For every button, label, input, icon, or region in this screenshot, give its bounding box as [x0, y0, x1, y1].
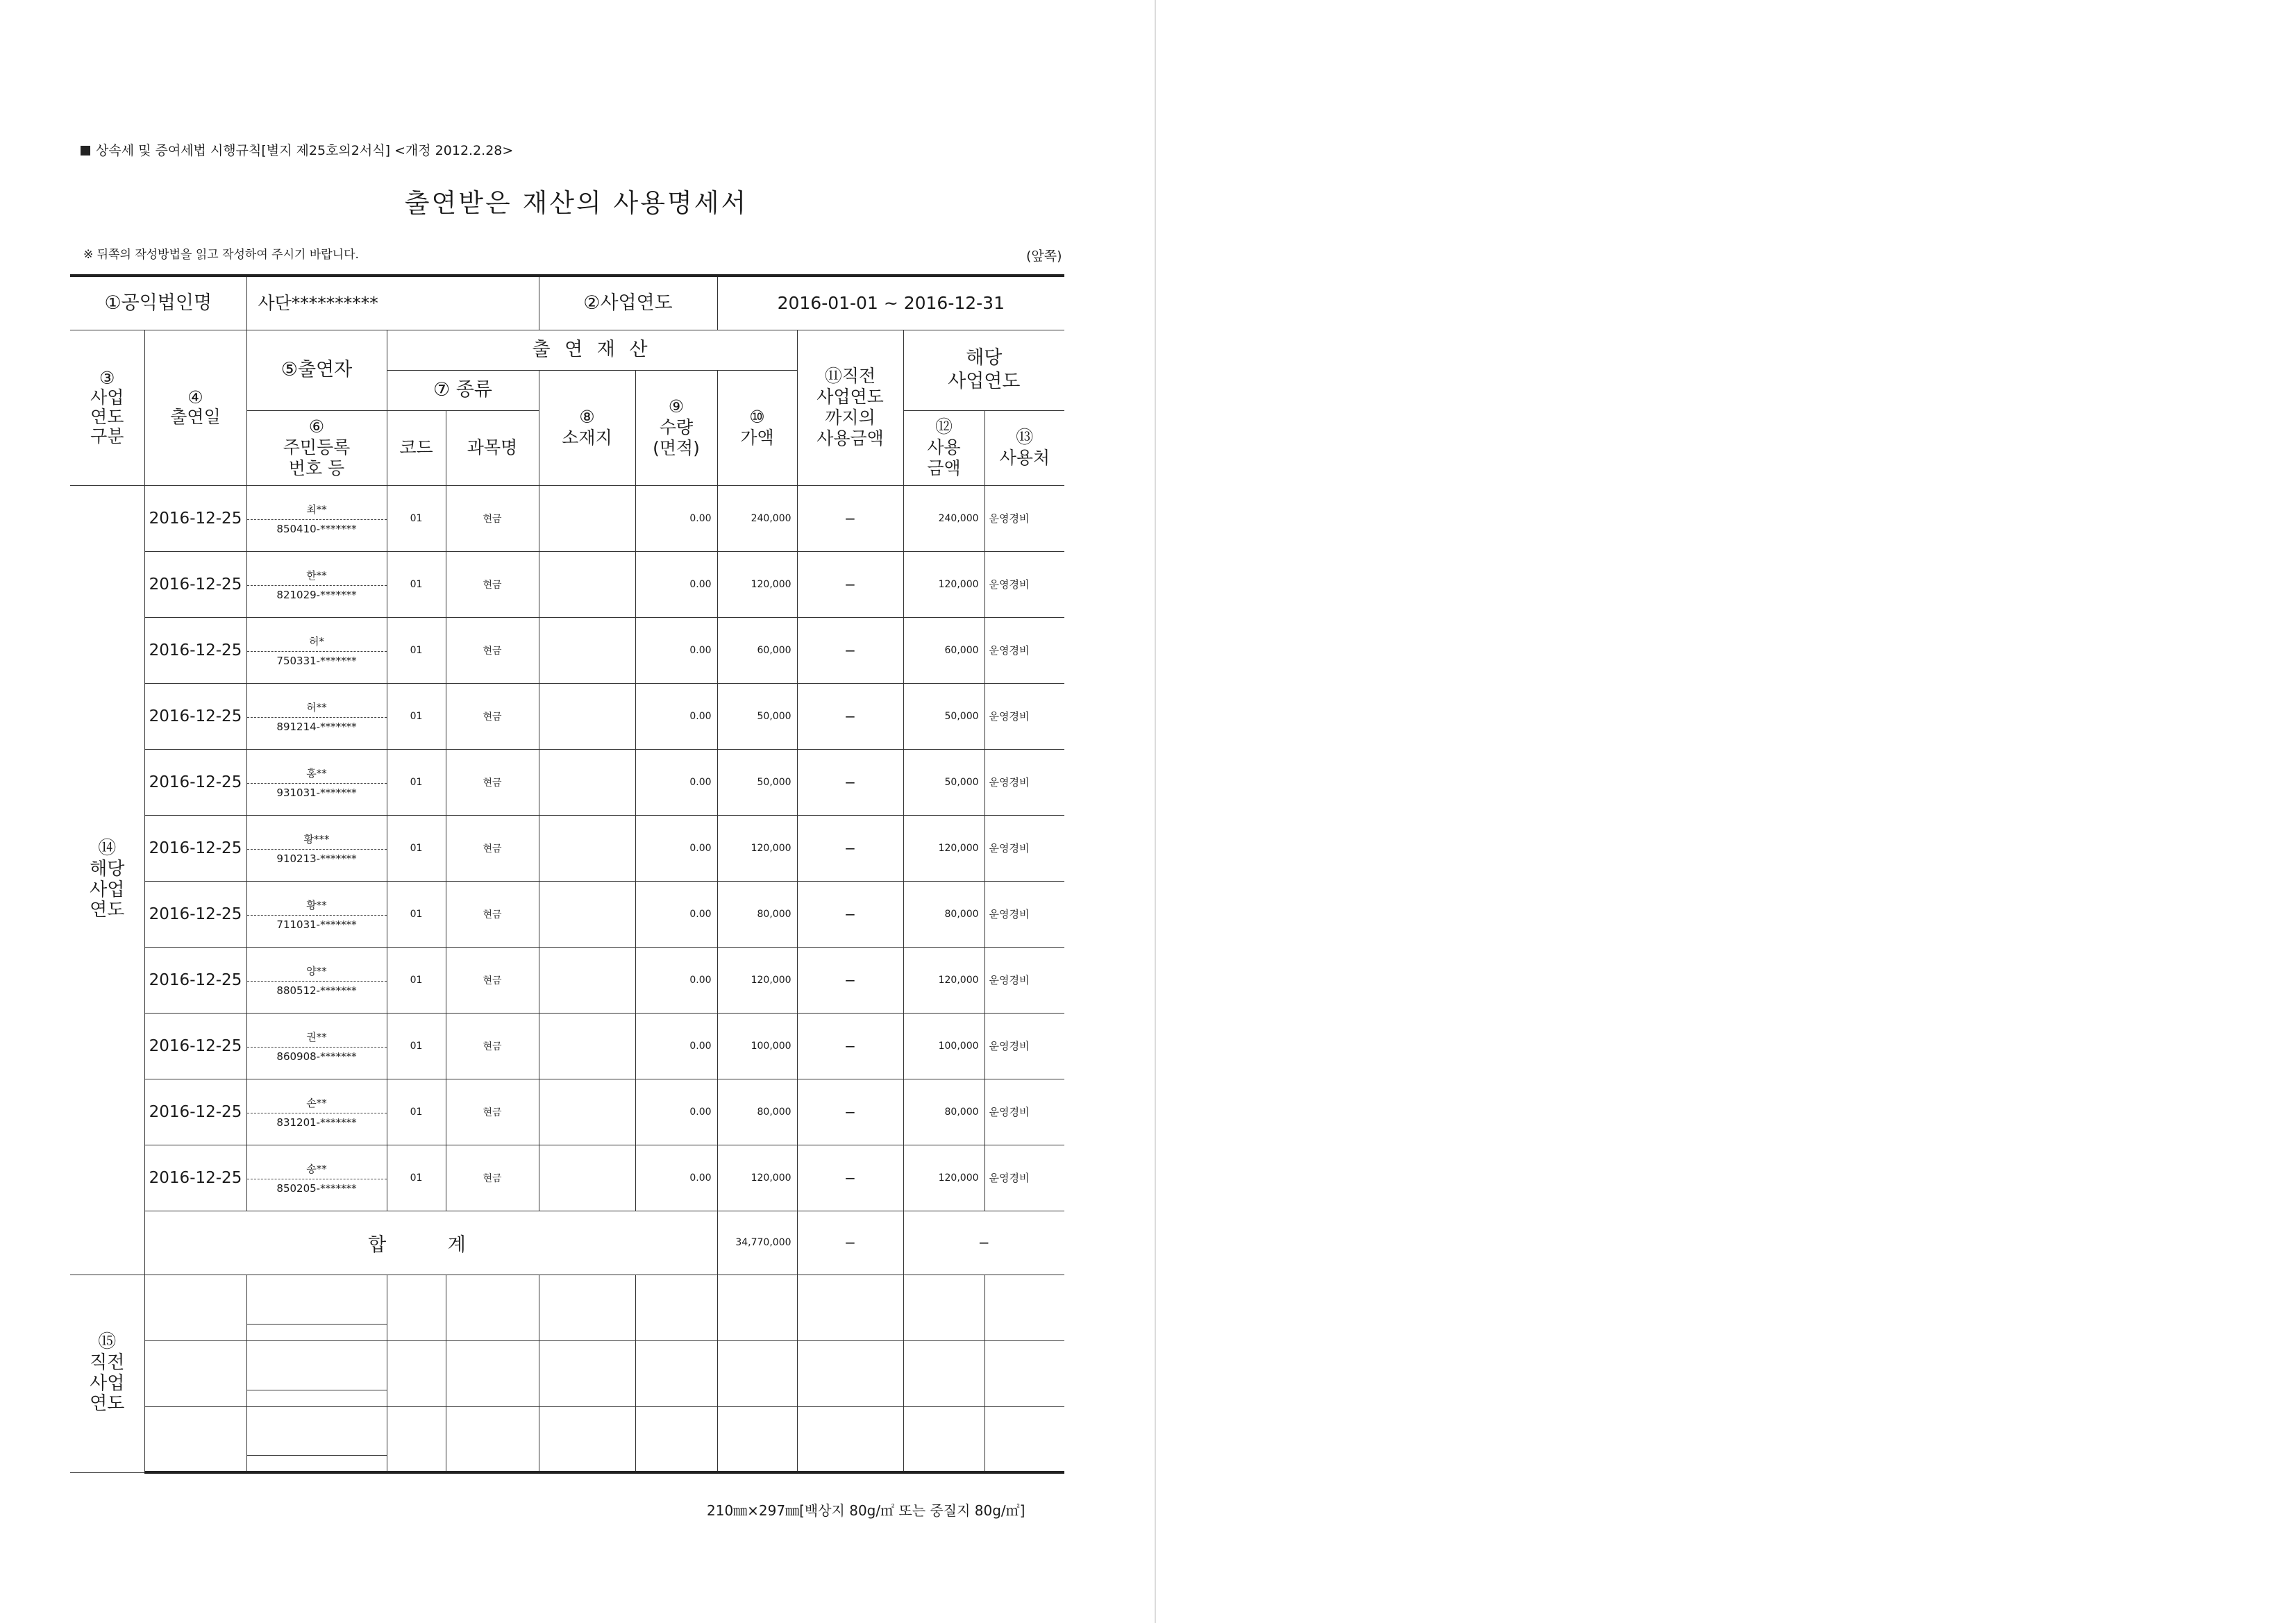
total-value: 34,770,000	[717, 1211, 797, 1275]
type-code: 01	[387, 683, 446, 749]
donor-name: 손**	[306, 1096, 327, 1109]
org-name-label: ①공익법인명	[70, 276, 246, 330]
subject-name: 현금	[446, 485, 539, 551]
org-name-value: 사단**********	[246, 276, 539, 330]
table-row	[70, 485, 1064, 551]
id-number-header: ⑥ 주민등록 번호 등	[246, 410, 387, 485]
location	[539, 749, 635, 815]
use-place-header: ⑬ 사용처	[984, 410, 1064, 485]
donor-name: 황***	[303, 832, 330, 846]
donor-name: 권**	[306, 1030, 327, 1043]
use-place: 운영경비	[984, 617, 1064, 683]
type-code: 01	[387, 947, 446, 1013]
quantity: 0.00	[635, 815, 717, 881]
prev-used-amount: −	[797, 815, 903, 881]
donated-value: 60,000	[717, 617, 797, 683]
previous-year-section	[70, 1275, 1064, 1472]
fiscal-year-value: 2016-01-01 ~ 2016-12-31	[717, 276, 1064, 330]
used-amount: 50,000	[903, 683, 984, 749]
used-amount: 240,000	[903, 485, 984, 551]
quantity: 0.00	[635, 1145, 717, 1211]
type-code: 01	[387, 1145, 446, 1211]
donation-usage-table	[70, 274, 1064, 1474]
donor-cell	[246, 815, 387, 881]
donor-cell	[246, 551, 387, 617]
data-rows	[70, 485, 1064, 1275]
prev-used-amount: −	[797, 881, 903, 947]
prev-used-amount: −	[797, 1079, 903, 1145]
donated-value: 80,000	[717, 1079, 797, 1145]
donated-value: 100,000	[717, 1013, 797, 1079]
type-code: 01	[387, 881, 446, 947]
donor-id: 860908-*******	[247, 1047, 387, 1067]
current-year-header: 해당 사업연도	[903, 330, 1064, 410]
donation-date: 2016-12-25	[144, 1013, 246, 1079]
square-bullet-icon	[81, 146, 90, 155]
type-code: 01	[387, 749, 446, 815]
instruction-note: ※ 뒤쪽의 작성방법을 읽고 작성하여 주시기 바랍니다.	[83, 248, 359, 262]
quantity-header: ⑨ 수량 (면적)	[635, 370, 717, 485]
donor-id: 850205-*******	[247, 1179, 387, 1199]
donation-date: 2016-12-25	[144, 947, 246, 1013]
type-code: 01	[387, 815, 446, 881]
paper-spec: 210㎜×297㎜[백상지 80g/㎡ 또는 중질지 80g/㎡]	[707, 1502, 1025, 1519]
use-place: 운영경비	[984, 749, 1064, 815]
total-prev-used: −	[797, 1211, 903, 1275]
prev-used-amount: −	[797, 551, 903, 617]
location	[539, 617, 635, 683]
quantity: 0.00	[635, 617, 717, 683]
donated-value: 120,000	[717, 1145, 797, 1211]
use-place: 운영경비	[984, 485, 1064, 551]
total-used: −	[903, 1211, 1064, 1275]
quantity: 0.00	[635, 1013, 717, 1079]
used-amount: 80,000	[903, 881, 984, 947]
donated-value: 120,000	[717, 551, 797, 617]
donor-cell	[246, 683, 387, 749]
value-header: ⑩ 가액	[717, 370, 797, 485]
subject-name: 현금	[446, 815, 539, 881]
type-code: 01	[387, 617, 446, 683]
table-row	[70, 1145, 1064, 1211]
donated-value: 50,000	[717, 683, 797, 749]
year-type-header: ③ 사업 연도 구분	[70, 330, 144, 485]
prev-used-amount: −	[797, 683, 903, 749]
table-row	[70, 617, 1064, 683]
donor-cell	[246, 1079, 387, 1145]
donation-date: 2016-12-25	[144, 485, 246, 551]
prev-year-row	[70, 1340, 1064, 1406]
table-row	[70, 1013, 1064, 1079]
donated-value: 120,000	[717, 947, 797, 1013]
subject-name: 현금	[446, 749, 539, 815]
location	[539, 1013, 635, 1079]
quantity: 0.00	[635, 551, 717, 617]
subject-name: 현금	[446, 551, 539, 617]
prev-used-amount: −	[797, 485, 903, 551]
quantity: 0.00	[635, 1079, 717, 1145]
subject-name: 현금	[446, 881, 539, 947]
quantity: 0.00	[635, 947, 717, 1013]
location	[539, 1145, 635, 1211]
used-amount: 120,000	[903, 815, 984, 881]
use-place: 운영경비	[984, 551, 1064, 617]
donation-date: 2016-12-25	[144, 551, 246, 617]
quantity: 0.00	[635, 881, 717, 947]
subject-name: 현금	[446, 1013, 539, 1079]
use-place: 운영경비	[984, 815, 1064, 881]
type-code: 01	[387, 1013, 446, 1079]
use-place: 운영경비	[984, 1013, 1064, 1079]
prev-used-amount: −	[797, 1145, 903, 1211]
donor-name: 허**	[306, 700, 327, 714]
prev-used-amount: −	[797, 1013, 903, 1079]
use-place: 운영경비	[984, 881, 1064, 947]
use-place: 운영경비	[984, 947, 1064, 1013]
table-row	[70, 947, 1064, 1013]
used-amount: 50,000	[903, 749, 984, 815]
location	[539, 683, 635, 749]
table-row	[70, 749, 1064, 815]
donor-name: 양**	[306, 964, 327, 977]
donor-name: 최**	[306, 503, 327, 516]
donor-cell	[246, 881, 387, 947]
total-row	[70, 1211, 1064, 1275]
total-label: 합 계	[144, 1211, 717, 1275]
location	[539, 815, 635, 881]
table-row	[70, 1079, 1064, 1145]
subject-name: 현금	[446, 617, 539, 683]
donated-value: 80,000	[717, 881, 797, 947]
used-amount: 120,000	[903, 1145, 984, 1211]
donation-date-header: ④ 출연일	[144, 330, 246, 485]
donated-value: 50,000	[717, 749, 797, 815]
prev-used-amount: −	[797, 947, 903, 1013]
donation-date: 2016-12-25	[144, 683, 246, 749]
law-reference-text: 상속세 및 증여세법 시행규칙[별지 제25호의2서식] <개정 2012.2.28>	[96, 143, 514, 158]
donor-cell	[246, 1145, 387, 1211]
org-row	[70, 276, 1064, 330]
blank-back-page	[1156, 0, 2296, 1623]
use-place: 운영경비	[984, 683, 1064, 749]
donation-date: 2016-12-25	[144, 1079, 246, 1145]
subject-name: 현금	[446, 1079, 539, 1145]
donation-date: 2016-12-25	[144, 1145, 246, 1211]
donor-id: 891214-*******	[247, 717, 387, 737]
location	[539, 881, 635, 947]
used-amount: 60,000	[903, 617, 984, 683]
donor-name: 허*	[309, 634, 324, 648]
table-row	[70, 815, 1064, 881]
donated-value: 240,000	[717, 485, 797, 551]
donor-id: 711031-*******	[247, 915, 387, 935]
prev-used-header: ⑪직전 사업연도 까지의 사용금액	[797, 330, 903, 485]
subject-header: 과목명	[446, 410, 539, 485]
type-code: 01	[387, 1079, 446, 1145]
donor-header: ⑤출연자	[246, 330, 387, 410]
donor-id: 850410-*******	[247, 519, 387, 539]
donation-date: 2016-12-25	[144, 749, 246, 815]
prev-year-row	[70, 1406, 1064, 1472]
location-header: ⑧ 소재지	[539, 370, 635, 485]
quantity: 0.00	[635, 683, 717, 749]
subject-name: 현금	[446, 683, 539, 749]
fiscal-year-label: ②사업연도	[539, 276, 717, 330]
donor-cell	[246, 749, 387, 815]
subject-name: 현금	[446, 947, 539, 1013]
donor-id: 931031-*******	[247, 783, 387, 803]
donor-id: 831201-*******	[247, 1113, 387, 1133]
type-code: 01	[387, 485, 446, 551]
header-row-1	[70, 330, 1064, 370]
page-side-label: (앞쪽)	[1026, 249, 1062, 264]
donor-cell	[246, 1013, 387, 1079]
quantity: 0.00	[635, 485, 717, 551]
previous-year-label: ⑮ 직전 사업 연도	[70, 1275, 144, 1472]
donor-cell	[246, 947, 387, 1013]
table-row	[70, 551, 1064, 617]
current-year-label: ⑭ 해당 사업 연도	[70, 485, 144, 1275]
location	[539, 485, 635, 551]
donor-id: 821029-*******	[247, 585, 387, 605]
location	[539, 551, 635, 617]
location	[539, 1079, 635, 1145]
use-place: 운영경비	[984, 1079, 1064, 1145]
code-header: 코드	[387, 410, 446, 485]
prev-year-row	[70, 1275, 1064, 1340]
donor-cell	[246, 617, 387, 683]
prev-used-amount: −	[797, 749, 903, 815]
donated-value: 120,000	[717, 815, 797, 881]
used-amount: 120,000	[903, 551, 984, 617]
donation-date: 2016-12-25	[144, 881, 246, 947]
table-row	[70, 881, 1064, 947]
donation-date: 2016-12-25	[144, 617, 246, 683]
used-amount: 120,000	[903, 947, 984, 1013]
donor-name: 한**	[306, 569, 327, 582]
subject-name: 현금	[446, 1145, 539, 1211]
donation-date: 2016-12-25	[144, 815, 246, 881]
donor-id: 880512-*******	[247, 981, 387, 1001]
used-amount: 80,000	[903, 1079, 984, 1145]
donor-id: 910213-*******	[247, 849, 387, 869]
used-amount: 100,000	[903, 1013, 984, 1079]
donor-name: 송**	[306, 1162, 327, 1175]
page-title: 출연받은 재산의 사용명세서	[404, 188, 748, 218]
use-place: 운영경비	[984, 1145, 1064, 1211]
type-header: ⑦ 종류	[387, 370, 539, 410]
table-row	[70, 683, 1064, 749]
donor-name: 홍**	[306, 766, 327, 780]
type-code: 01	[387, 551, 446, 617]
quantity: 0.00	[635, 749, 717, 815]
location	[539, 947, 635, 1013]
donor-id: 750331-*******	[247, 651, 387, 671]
used-amount-header: ⑫ 사용 금액	[903, 410, 984, 485]
form-reference	[81, 140, 513, 159]
prev-used-amount: −	[797, 617, 903, 683]
donor-name: 황**	[306, 898, 327, 911]
donated-property-header: 출 연 재 산	[387, 330, 797, 370]
donor-cell	[246, 485, 387, 551]
